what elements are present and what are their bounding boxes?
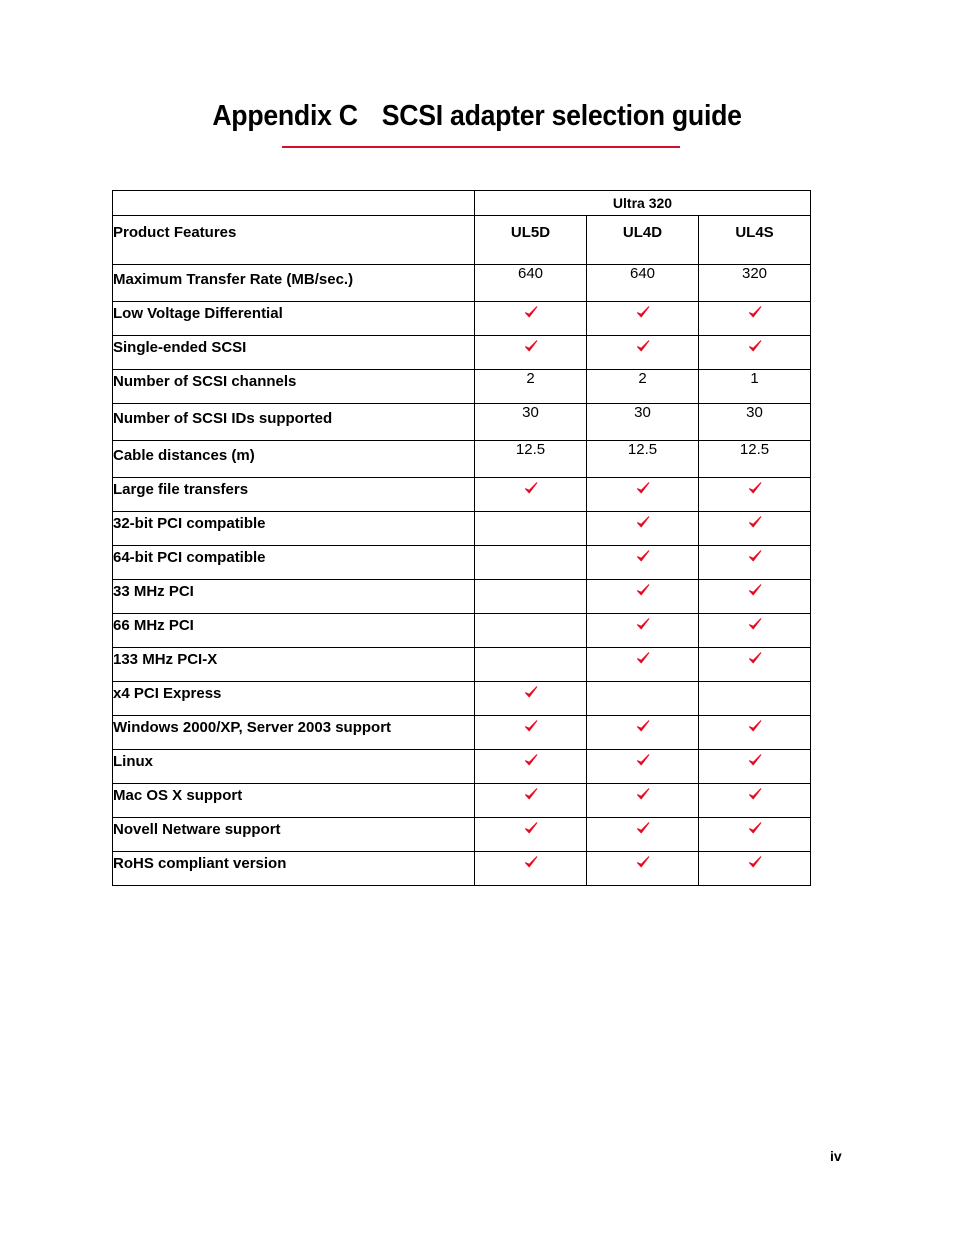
empty-cell	[475, 512, 587, 546]
value-cell: 12.5	[699, 441, 811, 478]
check-cell	[587, 546, 699, 580]
feature-label: 64-bit PCI compatible	[113, 546, 475, 580]
value-cell: 30	[587, 404, 699, 441]
feature-label: RoHS compliant version	[113, 852, 475, 886]
empty-cell	[475, 614, 587, 648]
column-header-ul4s: UL4S	[699, 216, 811, 265]
checkmark-icon	[636, 481, 650, 495]
feature-label: 66 MHz PCI	[113, 614, 475, 648]
check-cell	[587, 784, 699, 818]
checkmark-icon	[748, 855, 762, 869]
check-cell	[475, 852, 587, 886]
check-cell	[475, 750, 587, 784]
checkmark-icon	[748, 787, 762, 801]
check-cell	[587, 750, 699, 784]
column-header-row	[113, 216, 811, 265]
feature-label: Low Voltage Differential	[113, 302, 475, 336]
page-title	[38, 100, 916, 133]
value-cell: 1	[699, 370, 811, 404]
check-cell	[475, 716, 587, 750]
empty-cell	[475, 648, 587, 682]
check-cell	[475, 818, 587, 852]
table-row	[113, 302, 811, 336]
page-number: iv	[830, 1148, 842, 1164]
checkmark-icon	[524, 339, 538, 353]
check-cell	[699, 750, 811, 784]
check-cell	[699, 716, 811, 750]
table-row	[113, 750, 811, 784]
check-cell	[587, 716, 699, 750]
table-row	[113, 265, 811, 302]
check-cell	[475, 682, 587, 716]
checkmark-icon	[748, 753, 762, 767]
feature-label: Novell Netware support	[113, 818, 475, 852]
check-cell	[699, 648, 811, 682]
check-cell	[587, 614, 699, 648]
feature-label: Single-ended SCSI	[113, 336, 475, 370]
value-cell: 12.5	[475, 441, 587, 478]
feature-label: Large file transfers	[113, 478, 475, 512]
table-row	[113, 716, 811, 750]
group-header-blank	[113, 191, 475, 216]
check-cell	[699, 852, 811, 886]
value-cell: 12.5	[587, 441, 699, 478]
selection-guide-table	[112, 190, 811, 886]
checkmark-icon	[524, 855, 538, 869]
column-header-ul4d: UL4D	[587, 216, 699, 265]
checkmark-icon	[748, 305, 762, 319]
checkmark-icon	[636, 339, 650, 353]
feature-label: Mac OS X support	[113, 784, 475, 818]
feature-label: 133 MHz PCI-X	[113, 648, 475, 682]
check-cell	[699, 336, 811, 370]
feature-label: x4 PCI Express	[113, 682, 475, 716]
table-row	[113, 784, 811, 818]
value-cell: 640	[587, 265, 699, 302]
checkmark-icon	[636, 305, 650, 319]
feature-label: 33 MHz PCI	[113, 580, 475, 614]
table-row	[113, 682, 811, 716]
checkmark-icon	[636, 719, 650, 733]
check-cell	[475, 302, 587, 336]
check-cell	[699, 614, 811, 648]
feature-label: Cable distances (m)	[113, 441, 475, 478]
feature-label: Windows 2000/XP, Server 2003 support	[113, 716, 475, 750]
table-row	[113, 478, 811, 512]
table-row	[113, 818, 811, 852]
checkmark-icon	[524, 719, 538, 733]
table-row	[113, 546, 811, 580]
table-body	[113, 191, 811, 886]
check-cell	[587, 512, 699, 546]
group-label: Ultra 320	[475, 191, 811, 216]
checkmark-icon	[636, 549, 650, 563]
checkmark-icon	[524, 305, 538, 319]
group-header-row	[113, 191, 811, 216]
value-cell: 30	[699, 404, 811, 441]
feature-label: 32-bit PCI compatible	[113, 512, 475, 546]
table-row	[113, 648, 811, 682]
checkmark-icon	[636, 651, 650, 665]
feature-label: Number of SCSI IDs supported	[113, 404, 475, 441]
check-cell	[587, 580, 699, 614]
checkmark-icon	[524, 753, 538, 767]
value-cell: 640	[475, 265, 587, 302]
empty-cell	[587, 682, 699, 716]
checkmark-icon	[636, 617, 650, 631]
checkmark-icon	[748, 719, 762, 733]
table-row	[113, 370, 811, 404]
checkmark-icon	[636, 855, 650, 869]
value-cell: 30	[475, 404, 587, 441]
appendix-label: Appendix C	[212, 100, 358, 132]
feature-label: Linux	[113, 750, 475, 784]
value-cell: 320	[699, 265, 811, 302]
check-cell	[699, 478, 811, 512]
table-row	[113, 441, 811, 478]
checkmark-icon	[748, 821, 762, 835]
checkmark-icon	[524, 481, 538, 495]
checkmark-icon	[636, 821, 650, 835]
checkmark-icon	[524, 787, 538, 801]
check-cell	[699, 580, 811, 614]
checkmark-icon	[524, 821, 538, 835]
checkmark-icon	[748, 583, 762, 597]
checkmark-icon	[748, 549, 762, 563]
checkmark-icon	[748, 481, 762, 495]
table-row	[113, 614, 811, 648]
table-row	[113, 336, 811, 370]
check-cell	[475, 336, 587, 370]
checkmark-icon	[748, 515, 762, 529]
checkmark-icon	[748, 617, 762, 631]
check-cell	[587, 302, 699, 336]
title-underline	[282, 146, 680, 148]
checkmark-icon	[636, 515, 650, 529]
column-header-ul5d: UL5D	[475, 216, 587, 265]
checkmark-icon	[636, 583, 650, 597]
check-cell	[699, 784, 811, 818]
empty-cell	[699, 682, 811, 716]
check-cell	[475, 478, 587, 512]
checkmark-icon	[748, 339, 762, 353]
check-cell	[587, 648, 699, 682]
check-cell	[699, 302, 811, 336]
check-cell	[699, 546, 811, 580]
check-cell	[699, 512, 811, 546]
checkmark-icon	[524, 685, 538, 699]
features-header: Product Features	[113, 216, 475, 265]
checkmark-icon	[636, 787, 650, 801]
check-cell	[699, 818, 811, 852]
empty-cell	[475, 580, 587, 614]
checkmark-icon	[748, 651, 762, 665]
value-cell: 2	[587, 370, 699, 404]
table-row	[113, 404, 811, 441]
checkmark-icon	[636, 753, 650, 767]
feature-label: Number of SCSI channels	[113, 370, 475, 404]
empty-cell	[475, 546, 587, 580]
value-cell: 2	[475, 370, 587, 404]
check-cell	[587, 478, 699, 512]
feature-label: Maximum Transfer Rate (MB/sec.)	[113, 265, 475, 302]
check-cell	[475, 784, 587, 818]
appendix-title: SCSI adapter selection guide	[381, 100, 742, 132]
table-row	[113, 512, 811, 546]
check-cell	[587, 818, 699, 852]
table-row	[113, 580, 811, 614]
check-cell	[587, 336, 699, 370]
check-cell	[587, 852, 699, 886]
table-row	[113, 852, 811, 886]
